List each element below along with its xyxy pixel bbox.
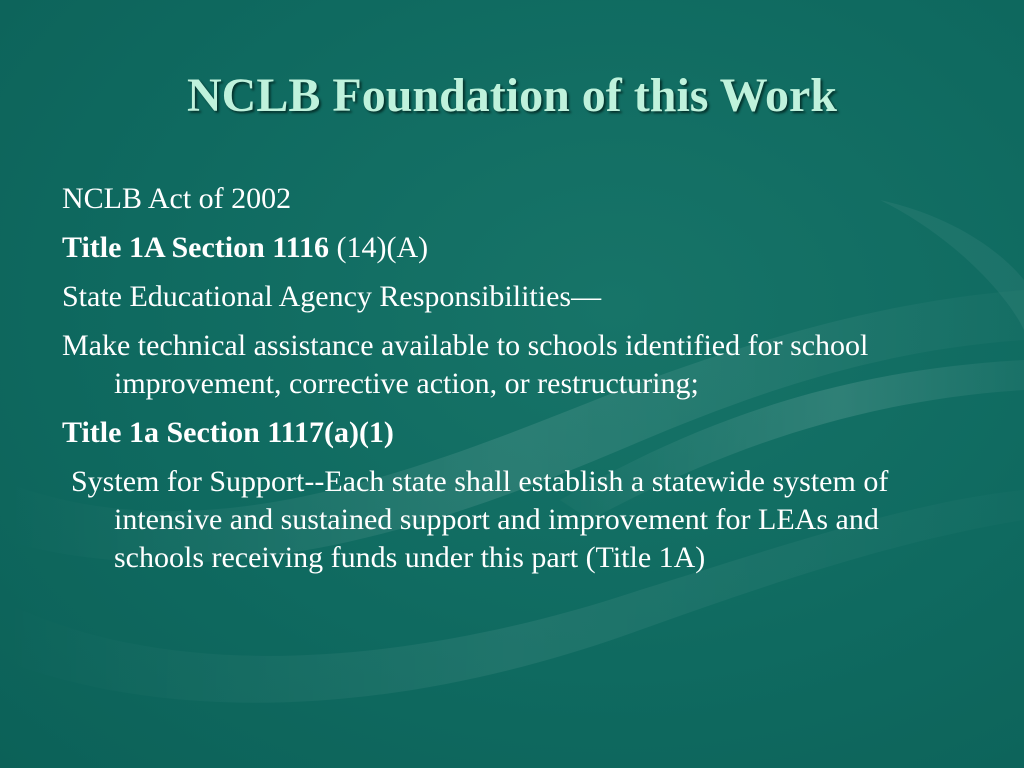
slide-body — [62, 180, 982, 588]
slide-title: NCLB Foundation of this Work — [187, 69, 837, 122]
title1a-section1116-label: Title 1A Section 1116 — [62, 231, 329, 264]
line-title1a-section1116 — [62, 229, 982, 267]
title1a-section1116-suffix: (14)(A) — [328, 231, 429, 264]
line-system-for-support: System for Support--Each state shall establish a statewide system of intensive and sustained support and improvement for LEAs and schools receiving funds under this part (Title 1A) — [71, 465, 894, 574]
line-sea-responsibilities: State Educational Agency Responsibilities— — [62, 280, 602, 313]
line-technical-assistance: Make technical assistance available to schools identified for school improvement, corrective action, or restructuring; — [62, 329, 869, 400]
line-nclb-act: NCLB Act of 2002 — [62, 182, 292, 215]
line-title1a-section1117: Title 1a Section 1117(a)(1) — [62, 416, 394, 449]
